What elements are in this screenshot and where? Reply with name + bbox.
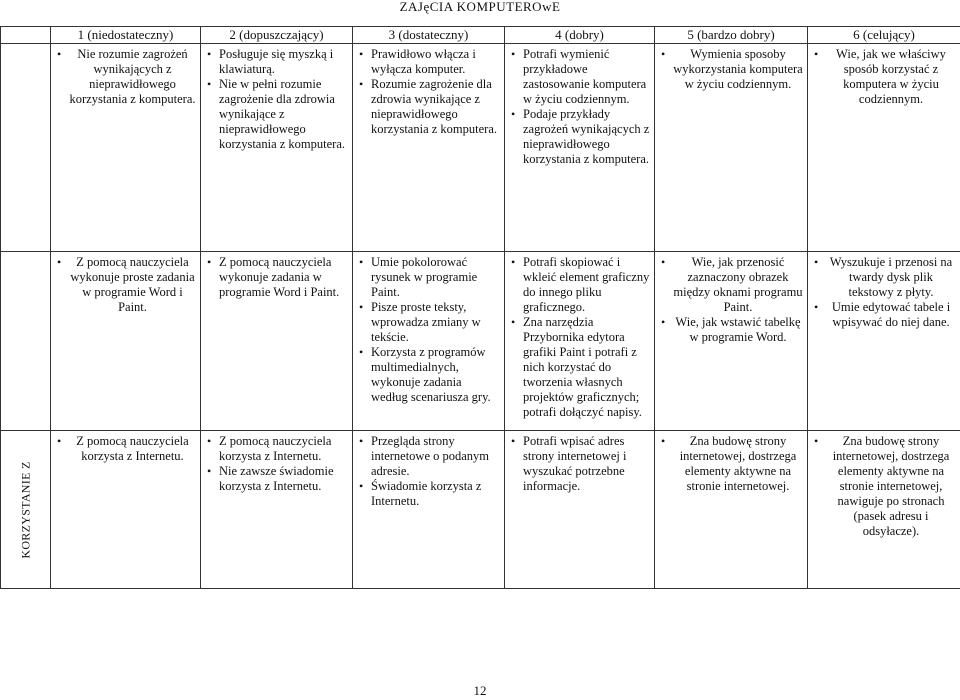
criteria-row [1,44,960,252]
criteria-item: • Z pomocą nauczyciela wykonuje proste zadania w programie Word i Paint. [57,255,196,315]
criteria-list [201,252,352,302]
criteria-list [808,431,960,541]
criteria-item: • Zna budowę strony internetowej, dostrzega elementy aktywne na stronie internetowej, nawiguje po stronach (pasek adresu i odsyłacze). [814,434,956,539]
criteria-list [353,252,504,407]
grade-header-6: 6 (celujący) [808,27,960,44]
grade-cell-4 [505,44,655,252]
criteria-item: • Potrafi skopiować i wkleić element graficzny do innego pliku graficznego. [511,255,650,315]
criteria-row [1,431,960,589]
criteria-item: • Wymienia sposoby wykorzystania komputera w życiu codziennym. [661,47,803,92]
grade-cell-5 [655,431,808,589]
criteria-list [655,431,807,496]
grade-cell-3 [353,252,505,431]
criteria-item: • Świadomie korzysta z Internetu. [359,479,500,509]
page-number: 12 [473,683,487,698]
section-cell [1,44,51,252]
grade-cell-3 [353,44,505,252]
grade-cell-5 [655,252,808,431]
section-cell [1,252,51,431]
grade-header-row [1,27,960,44]
criteria-item: • Przegląda strony internetowe o podanym adresie. [359,434,500,479]
grade-cell-6 [808,252,960,431]
page-title: ZAJęCIA KOMPUTEROwE [399,0,561,14]
section-label: KORZYSTANIE Z [18,460,32,559]
criteria-list [201,431,352,496]
grade-cell-2 [201,44,353,252]
section-header-cell [1,27,51,44]
criteria-item: • Rozumie zagrożenie dla zdrowia wynikające z nieprawidłowego korzystania z komputera. [359,77,500,137]
criteria-item: • Umie pokolorować rysunek w programie Paint. [359,255,500,300]
criteria-item: • Zna narzędzia Przybornika edytora grafiki Paint i potrafi z nich korzystać do tworzenia własnych projektów graficznych; potrafi dołączyć napisy. [511,315,650,420]
criteria-item: • Z pomocą nauczyciela korzysta z Internetu. [207,434,348,464]
grade-cell-6 [808,431,960,589]
criteria-item: • Wie, jak wstawić tabelkę w programie Word. [661,315,803,345]
criteria-list [808,44,960,109]
criteria-item: • Korzysta z programów multimedialnych, wykonuje zadania według scenariusza gry. [359,345,500,405]
criteria-item: • Nie w pełni rozumie zagrożenie dla zdrowia wynikające z nieprawidłowego korzystania z komputera. [207,77,348,152]
criteria-list [505,44,654,169]
criteria-item: • Z pomocą nauczyciela wykonuje zadania w programie Word i Paint. [207,255,348,300]
grade-cell-1 [51,44,201,252]
criteria-item: • Wyszukuje i przenosi na twardy dysk plik tekstowy z płyty. [814,255,956,300]
grading-table [0,26,960,589]
criteria-list [505,252,654,422]
grade-cell-6 [808,44,960,252]
criteria-item: • Potrafi wymienić przykładowe zastosowanie komputera w życiu codziennym. [511,47,650,107]
criteria-list [655,252,807,347]
criteria-item: • Wie, jak przenosić zaznaczony obrazek między oknami programu Paint. [661,255,803,315]
criteria-list [505,431,654,496]
criteria-item: • Umie edytować tabele i wpisywać do niej dane. [814,300,956,330]
criteria-item: • Zna budowę strony internetowej, dostrzega elementy aktywne na stronie internetowej. [661,434,803,494]
criteria-item: • Posługuje się myszką i klawiaturą. [207,47,348,77]
grade-header-4: 4 (dobry) [505,27,655,44]
grade-header-5: 5 (bardzo dobry) [655,27,808,44]
grade-header-3: 3 (dostateczny) [353,27,505,44]
grade-cell-1 [51,431,201,589]
criteria-list [201,44,352,154]
grade-cell-1 [51,252,201,431]
criteria-list [655,44,807,94]
criteria-list [51,431,200,466]
grade-cell-3 [353,431,505,589]
criteria-item: • Nie rozumie zagrożeń wynikających z nieprawidłowego korzystania z komputera. [57,47,196,107]
grade-cell-4 [505,431,655,589]
criteria-item: • Podaje przykłady zagrożeń wynikających z nieprawidłowego korzystania z komputera. [511,107,650,167]
criteria-item: • Pisze proste teksty, wprowadza zmiany w tekście. [359,300,500,345]
section-cell [1,431,51,589]
criteria-item: • Prawidłowo włącza i wyłącza komputer. [359,47,500,77]
grade-header-2: 2 (dopuszczający) [201,27,353,44]
grade-cell-4 [505,252,655,431]
grade-cell-5 [655,44,808,252]
criteria-item: • Wie, jak we właściwy sposób korzystać z komputera w życiu codziennym. [814,47,956,107]
criteria-list [353,431,504,511]
criteria-list [353,44,504,139]
grade-header-1: 1 (niedostateczny) [51,27,201,44]
grade-cell-2 [201,431,353,589]
criteria-list [808,252,960,332]
criteria-item: • Potrafi wpisać adres strony internetowej i wyszukać potrzebne informacje. [511,434,650,494]
criteria-item: • Nie zawsze świadomie korzysta z Internetu. [207,464,348,494]
criteria-list [51,44,200,109]
criteria-row [1,252,960,431]
criteria-list [51,252,200,317]
criteria-item: • Z pomocą nauczyciela korzysta z Internetu. [57,434,196,464]
grade-cell-2 [201,252,353,431]
